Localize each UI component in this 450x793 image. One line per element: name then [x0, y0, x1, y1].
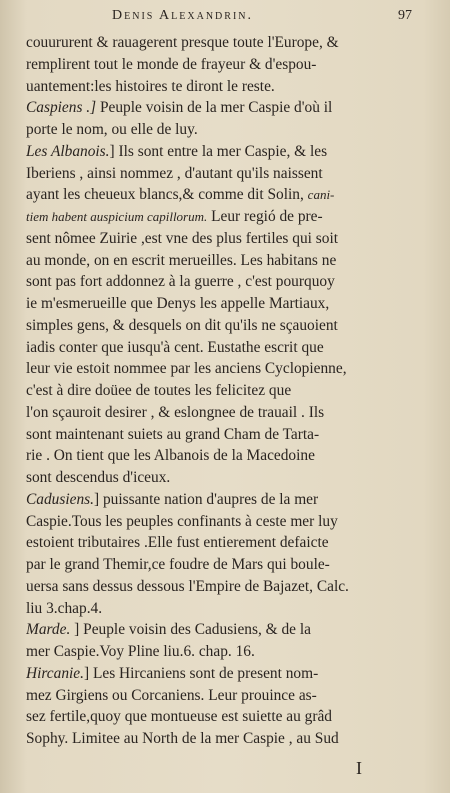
text-line — [26, 250, 431, 272]
text-line — [26, 663, 431, 685]
line-text: mer Caspie.Voy Pline liu.6. chap. 16. — [26, 643, 255, 660]
text-line — [26, 119, 431, 141]
text-line — [26, 685, 431, 707]
line-text: couururent & rauagerent presque toute l'Europe, & — [26, 34, 339, 51]
latin-quote: cani- — [307, 187, 335, 203]
text-line — [26, 97, 431, 119]
line-text: c'est à dire doüee de toutes les felicitez que — [26, 382, 292, 399]
line-text: uantement:les histoires te diront le reste. — [26, 77, 275, 95]
text-line — [26, 576, 431, 598]
text-line — [26, 489, 431, 511]
entry-term: Les Albanois. — [26, 142, 110, 160]
line-text: ] Les Hircaniens sont de present nom- — [84, 664, 319, 682]
text-line — [26, 728, 431, 750]
entry-term: Cadusiens. — [26, 490, 94, 508]
text-line — [26, 532, 431, 554]
text-line — [26, 163, 431, 185]
line-text: mez Girgiens ou Corcaniens. Leur prouince as- — [26, 686, 317, 704]
text-line — [26, 619, 431, 641]
line-text: Caspie.Tous les peuples confinants à ceste mer luy — [26, 512, 338, 530]
text-line — [26, 315, 431, 337]
entry-term: Caspiens .] — [26, 99, 97, 117]
text-line — [26, 641, 431, 663]
running-head: Denis Alexandrin. — [112, 8, 253, 23]
entry-term: Hircanie. — [26, 664, 84, 682]
line-text: ayant les cheueux blancs,& comme dit Solin, — [26, 186, 308, 204]
body-text — [26, 32, 431, 750]
text-line — [26, 206, 431, 228]
text-line — [26, 32, 431, 54]
text-line — [26, 271, 431, 293]
text-line — [26, 424, 431, 446]
text-line — [26, 511, 431, 533]
text-line — [26, 54, 431, 76]
line-text: sent nômee Zuirie ,est vne des plus fertiles qui soit — [26, 229, 339, 247]
text-line — [26, 337, 431, 359]
text-line — [26, 76, 431, 98]
line-text: simples gens, & desquels on dit qu'ils ne sçauoient — [26, 316, 338, 334]
page-number: 97 — [398, 8, 412, 23]
line-text: par le grand Themir,ce foudre de Mars qui boule- — [26, 556, 330, 573]
line-text: porte le nom, ou elle de luy. — [26, 121, 198, 138]
text-line — [26, 402, 431, 424]
line-text: liu 3.chap.4. — [26, 599, 103, 617]
line-text-after: Leur regió de pre- — [207, 208, 323, 225]
text-line — [26, 598, 431, 620]
line-text: Sophy. Limitee au North de la mer Caspie , au Sud — [26, 730, 339, 747]
line-text: sez fertile,quoy que montueuse est suiette au grâd — [26, 708, 333, 726]
line-text: Peuple voisin de la mer Caspie d'où il — [96, 99, 333, 117]
text-line — [26, 358, 431, 380]
line-text: Iberiens , ainsi nommez , d'autant qu'ils naissent — [26, 164, 323, 182]
signature-mark: I — [356, 758, 362, 778]
line-text: iadis conter que iusqu'à cent. Eustathe escrit que — [26, 338, 324, 356]
line-text: ] Ils sont entre la mer Caspie, & les — [109, 142, 328, 160]
line-text: uersa sans dessus dessous l'Empire de Bajazet, Calc. — [26, 577, 349, 595]
line-text: sont pas fort addonnez à la guerre , c'est pourquoy — [26, 273, 335, 291]
line-text: leur vie estoit nommee par les anciens Cyclopienne, — [26, 360, 347, 378]
text-line — [26, 293, 431, 315]
entry-term: Marde. — [26, 621, 71, 639]
text-line — [26, 141, 431, 163]
line-text: remplirent tout le monde de frayeur & d'espou- — [26, 55, 317, 73]
text-line — [26, 706, 431, 728]
line-text: sont descendus d'iceux. — [26, 469, 171, 486]
text-line — [26, 184, 431, 206]
line-text: rie . On tient que les Albanois de la Macedoine — [26, 447, 315, 465]
line-text: ie m'esmerueille que Denys les appelle Martiaux, — [26, 295, 330, 312]
line-text: estoient tributaires .Elle fust entierement defaicte — [26, 534, 329, 552]
text-line — [26, 554, 431, 576]
line-text: l'on sçauroit desirer , & eslongnee de trauail . Ils — [26, 403, 325, 421]
line-text: sont maintenant suiets au grand Cham de Tarta- — [26, 425, 320, 443]
latin-quote: tiem habent auspicium capillorum. — [26, 209, 208, 224]
text-line — [26, 467, 431, 489]
line-text: ] puissante nation d'aupres de la mer — [93, 490, 319, 508]
text-line — [26, 445, 431, 467]
line-text: ] Peuple voisin des Cadusiens, & de la — [70, 621, 311, 639]
text-line — [26, 380, 431, 402]
line-text: au monde, on en escrit merueilles. Les habitans ne — [26, 251, 337, 269]
page-header — [0, 8, 450, 30]
text-line — [26, 228, 431, 250]
